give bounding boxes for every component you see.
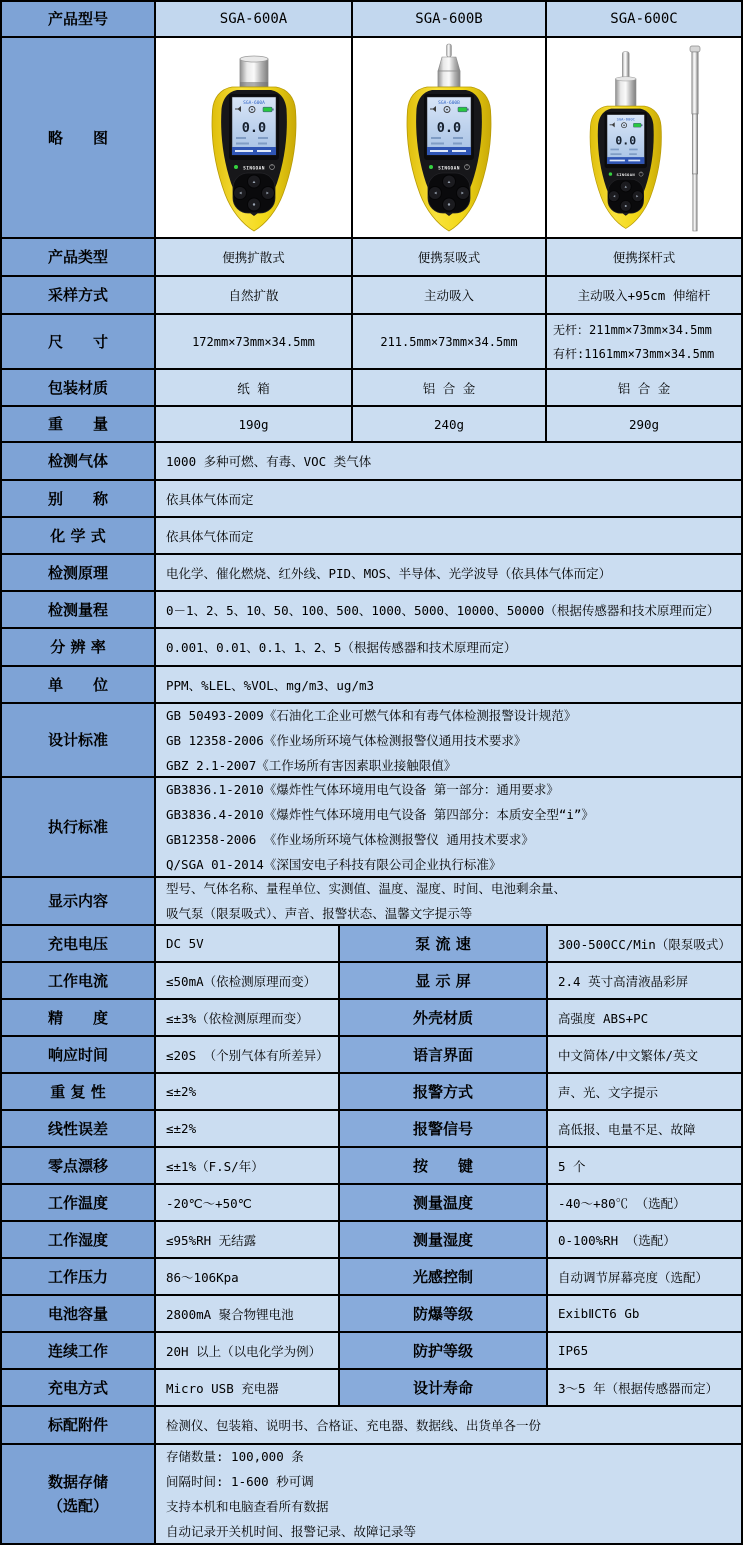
row-label: 检测量程 [2, 592, 156, 629]
row-label: 检测气体 [2, 443, 156, 481]
row-label: 设计标准 [2, 704, 156, 778]
row-value: -40～+80℃ （选配） [548, 1185, 743, 1222]
row-value: 300-500CC/Min（限泵吸式） [548, 926, 743, 963]
row-label: 防爆等级 [340, 1296, 548, 1333]
row-label: 重 复 性 [2, 1074, 156, 1111]
row-value: ExibⅡCT6 Gb [548, 1296, 743, 1333]
row-value: 高强度 ABS+PC [548, 1000, 743, 1037]
row-label: 充电电压 [2, 926, 156, 963]
screen-model-label: SGA-600B [438, 100, 460, 106]
sensor-cap [240, 56, 268, 87]
device-screen [605, 112, 648, 168]
fan-hub [446, 108, 448, 110]
device-screen [424, 94, 474, 160]
screen-reading: 0.0 [241, 119, 266, 136]
row-label: 别 称 [2, 481, 156, 518]
model-header-sga-600c: SGA-600C [547, 2, 743, 38]
brand-label: SINGOAN [438, 166, 460, 171]
telescopic-probe-rod [690, 46, 700, 231]
row-value: 0.001、0.01、0.1、1、2、5（根据传感器和技术原理而定） [156, 629, 743, 667]
row-value: ≤50mA（依检测原理而变） [156, 963, 340, 1000]
row-label: 化 学 式 [2, 518, 156, 555]
row-value: ≤20S （个别气体有所差异） [156, 1037, 340, 1074]
battery-icon [633, 123, 642, 127]
row-value: 0－1、2、5、10、50、100、500、1000、5000、10000、50000（根据传感器和技术原理而定） [156, 592, 743, 629]
device-photo-cell-b [353, 38, 547, 239]
battery-icon [458, 107, 469, 112]
row-label: 零点漂移 [2, 1148, 156, 1185]
row-value: 0-100%RH （选配） [548, 1222, 743, 1259]
row-label: 电池容量 [2, 1296, 156, 1333]
size-a: 172mm×73mm×34.5mm [156, 315, 353, 370]
device-photo-cell-a [156, 38, 353, 239]
standard-line: GB 50493-2009《石油化工企业可燃气体和有毒气体检测报警设计规范》 [166, 707, 577, 723]
row-label: 工作电流 [2, 963, 156, 1000]
standard-line: GB12358-2006 《作业场所环境气体检测报警仪 通用技术要求》 [166, 832, 534, 847]
row-value: ≤±3%（依检测原理而变） [156, 1000, 340, 1037]
screen-model-label: SGA-600C [616, 116, 635, 122]
row-label: 泵 流 速 [340, 926, 548, 963]
row-value: 3～5 年（根据传感器而定） [548, 1370, 743, 1407]
row-label: 语言界面 [340, 1037, 548, 1074]
row-label: 工作湿度 [2, 1222, 156, 1259]
storage-label-line: 数据存储 [47, 1473, 108, 1491]
device-photo-sga-600b [374, 41, 524, 235]
brand-label: SINGOAN [616, 171, 635, 177]
row-label: 包装材质 [2, 370, 156, 407]
status-bar-text [430, 150, 466, 152]
model-header-sga-600b: SGA-600B [353, 2, 547, 38]
keypad [608, 179, 644, 213]
row-value: 高低报、电量不足、故障 [548, 1111, 743, 1148]
accessories-value: 检测仪、包装箱、说明书、合格证、充电器、数据线、出货单各一份 [156, 1407, 743, 1445]
standard-line: GB3836.4-2010《爆炸性气体环境用电气设备 第四部分：本质安全型“i”》 [166, 807, 594, 822]
status-led [429, 165, 433, 169]
row-value: 2.4 英寸高清液晶彩屏 [548, 963, 743, 1000]
row-label: 响应时间 [2, 1037, 156, 1074]
row-value: ≤95%RH 无结露 [156, 1222, 340, 1259]
general-spec-section [2, 443, 743, 926]
size-c-line: 无杆：211mm×73mm×34.5mm [553, 322, 712, 337]
row-value: -20℃～+50℃ [156, 1185, 340, 1222]
bottom-section [2, 1407, 743, 1545]
row-value: 依具体气体而定 [156, 518, 743, 555]
standard-line: GBZ 2.1-2007《工作场所有害因素职业接触限值》 [166, 757, 457, 773]
device-screen [229, 94, 279, 160]
product-type-b: 便携泵吸式 [353, 239, 547, 277]
device-body-group [590, 51, 661, 228]
row-value: PPM、%LEL、%VOL、mg/m3、ug/m3 [156, 667, 743, 704]
row-value: 86～106Kpa [156, 1259, 340, 1296]
data-storage-value [156, 1445, 743, 1545]
storage-label-line: （选配） [47, 1497, 108, 1515]
weight-c: 290g [547, 407, 743, 443]
row-label: 光感控制 [340, 1259, 548, 1296]
row-label: 设计寿命 [340, 1370, 548, 1407]
row-value: ≤±1%（F.S/年） [156, 1148, 340, 1185]
size-c-line: 有杆:1161mm×73mm×34.5mm [553, 346, 715, 361]
sampling-b: 主动吸入 [353, 277, 547, 315]
brand-label: SINGOAN [242, 166, 265, 171]
detail-spec-section [2, 926, 743, 1407]
row-value: 5 个 [548, 1148, 743, 1185]
status-bar-text [235, 150, 271, 152]
product-type-c: 便携探杆式 [547, 239, 743, 277]
fan-hub [251, 108, 253, 110]
row-value: 依具体气体而定 [156, 481, 743, 518]
row-value: Micro USB 充电器 [156, 1370, 340, 1407]
standard-line: GB3836.1-2010《爆炸性气体环境用电气设备 第一部分：通用要求》 [166, 782, 559, 797]
sampling-c: 主动吸入+95cm 伸缩杆 [547, 277, 743, 315]
standard-line: GB 12358-2006《作业场所环境气体检测报警仪通用技术要求》 [166, 732, 527, 748]
row-label: 测量温度 [340, 1185, 548, 1222]
packing-b: 铝 合 金 [353, 370, 547, 407]
display-line: 吸气泵（限泵吸式）、声音、报警状态、温馨文字提示等 [166, 906, 473, 921]
device-photo-sga-600c [569, 41, 719, 235]
storage-line: 自动记录开关机时间、报警记录、故障记录等 [166, 1524, 417, 1539]
product-type-a: 便携扩散式 [156, 239, 353, 277]
standard-line: Q/SGA 01-2014《深国安电子科技有限公司企业执行标准》 [166, 857, 502, 872]
row-value: DC 5V [156, 926, 340, 963]
row-value: IP65 [548, 1333, 743, 1370]
row-value: ≤±2% [156, 1111, 340, 1148]
row-label: 显 示 屏 [340, 963, 548, 1000]
screen-reading: 0.0 [436, 119, 462, 136]
row-value: 电化学、催化燃烧、红外线、PID、MOS、半导体、光学波导（依具体气体而定） [156, 555, 743, 592]
row-label-data-storage [2, 1445, 156, 1545]
row-label: 工作温度 [2, 1185, 156, 1222]
row-value: 2800mA 聚合物锂电池 [156, 1296, 340, 1333]
keypad [428, 173, 470, 213]
storage-line: 间隔时间: 1-600 秒可调 [166, 1474, 314, 1489]
row-label: 外壳材质 [340, 1000, 548, 1037]
probe-inlet [616, 51, 636, 105]
device-photo-sga-600a [179, 41, 329, 235]
display-line: 型号、气体名称、量程单位、实测值、温度、湿度、时间、电池剩余量、 [166, 881, 567, 896]
packing-c: 铝 合 金 [547, 370, 743, 407]
screen-reading: 0.0 [615, 132, 637, 147]
row-label: 执行标准 [2, 778, 156, 878]
row-label: 充电方式 [2, 1370, 156, 1407]
row-label-accessories: 标配附件 [2, 1407, 156, 1445]
status-led [234, 165, 238, 169]
row-value: ≤±2% [156, 1074, 340, 1111]
sampling-a: 自然扩散 [156, 277, 353, 315]
row-label: 报警方式 [340, 1074, 548, 1111]
keypad [233, 173, 275, 213]
size-c [547, 315, 743, 370]
device-photo-cell-c [547, 38, 743, 239]
status-led [609, 172, 612, 175]
display-content [156, 878, 743, 926]
row-label: 按 键 [340, 1148, 548, 1185]
row-label: 单 位 [2, 667, 156, 704]
row-label: 尺 寸 [2, 315, 156, 370]
packing-a: 纸 箱 [156, 370, 353, 407]
row-label: 检测原理 [2, 555, 156, 592]
model-comparison-section [2, 2, 743, 443]
size-b: 211.5mm×73mm×34.5mm [353, 315, 547, 370]
weight-a: 190g [156, 407, 353, 443]
storage-line: 支持本机和电脑查看所有数据 [166, 1499, 329, 1514]
row-value: 1000 多种可燃、有毒、VOC 类气体 [156, 443, 743, 481]
row-label: 分 辨 率 [2, 629, 156, 667]
row-label: 重 量 [2, 407, 156, 443]
screen-model-label: SGA-600A [242, 100, 265, 106]
row-label: 采样方式 [2, 277, 156, 315]
row-value: 20H 以上（以电化学为例） [156, 1333, 340, 1370]
row-label: 精 度 [2, 1000, 156, 1037]
row-label-product-model: 产品型号 [2, 2, 156, 38]
fan-hub [623, 124, 625, 126]
pump-probe-inlet [438, 44, 460, 87]
storage-line: 存储数量: 100,000 条 [166, 1449, 304, 1464]
row-label: 显示内容 [2, 878, 156, 926]
weight-b: 240g [353, 407, 547, 443]
row-label: 报警信号 [340, 1111, 548, 1148]
row-value: 自动调节屏幕亮度（选配） [548, 1259, 743, 1296]
battery-icon [263, 107, 274, 112]
row-label: 线性误差 [2, 1111, 156, 1148]
design-standards [156, 704, 743, 778]
row-label: 产品类型 [2, 239, 156, 277]
row-label: 连续工作 [2, 1333, 156, 1370]
row-label: 工作压力 [2, 1259, 156, 1296]
row-value: 声、光、文字提示 [548, 1074, 743, 1111]
row-label-sketch: 略 图 [2, 38, 156, 239]
model-header-sga-600a: SGA-600A [156, 2, 353, 38]
row-value: 中文简体/中文繁体/英文 [548, 1037, 743, 1074]
row-label: 测量湿度 [340, 1222, 548, 1259]
row-label: 防护等级 [340, 1333, 548, 1370]
execution-standards [156, 778, 743, 878]
